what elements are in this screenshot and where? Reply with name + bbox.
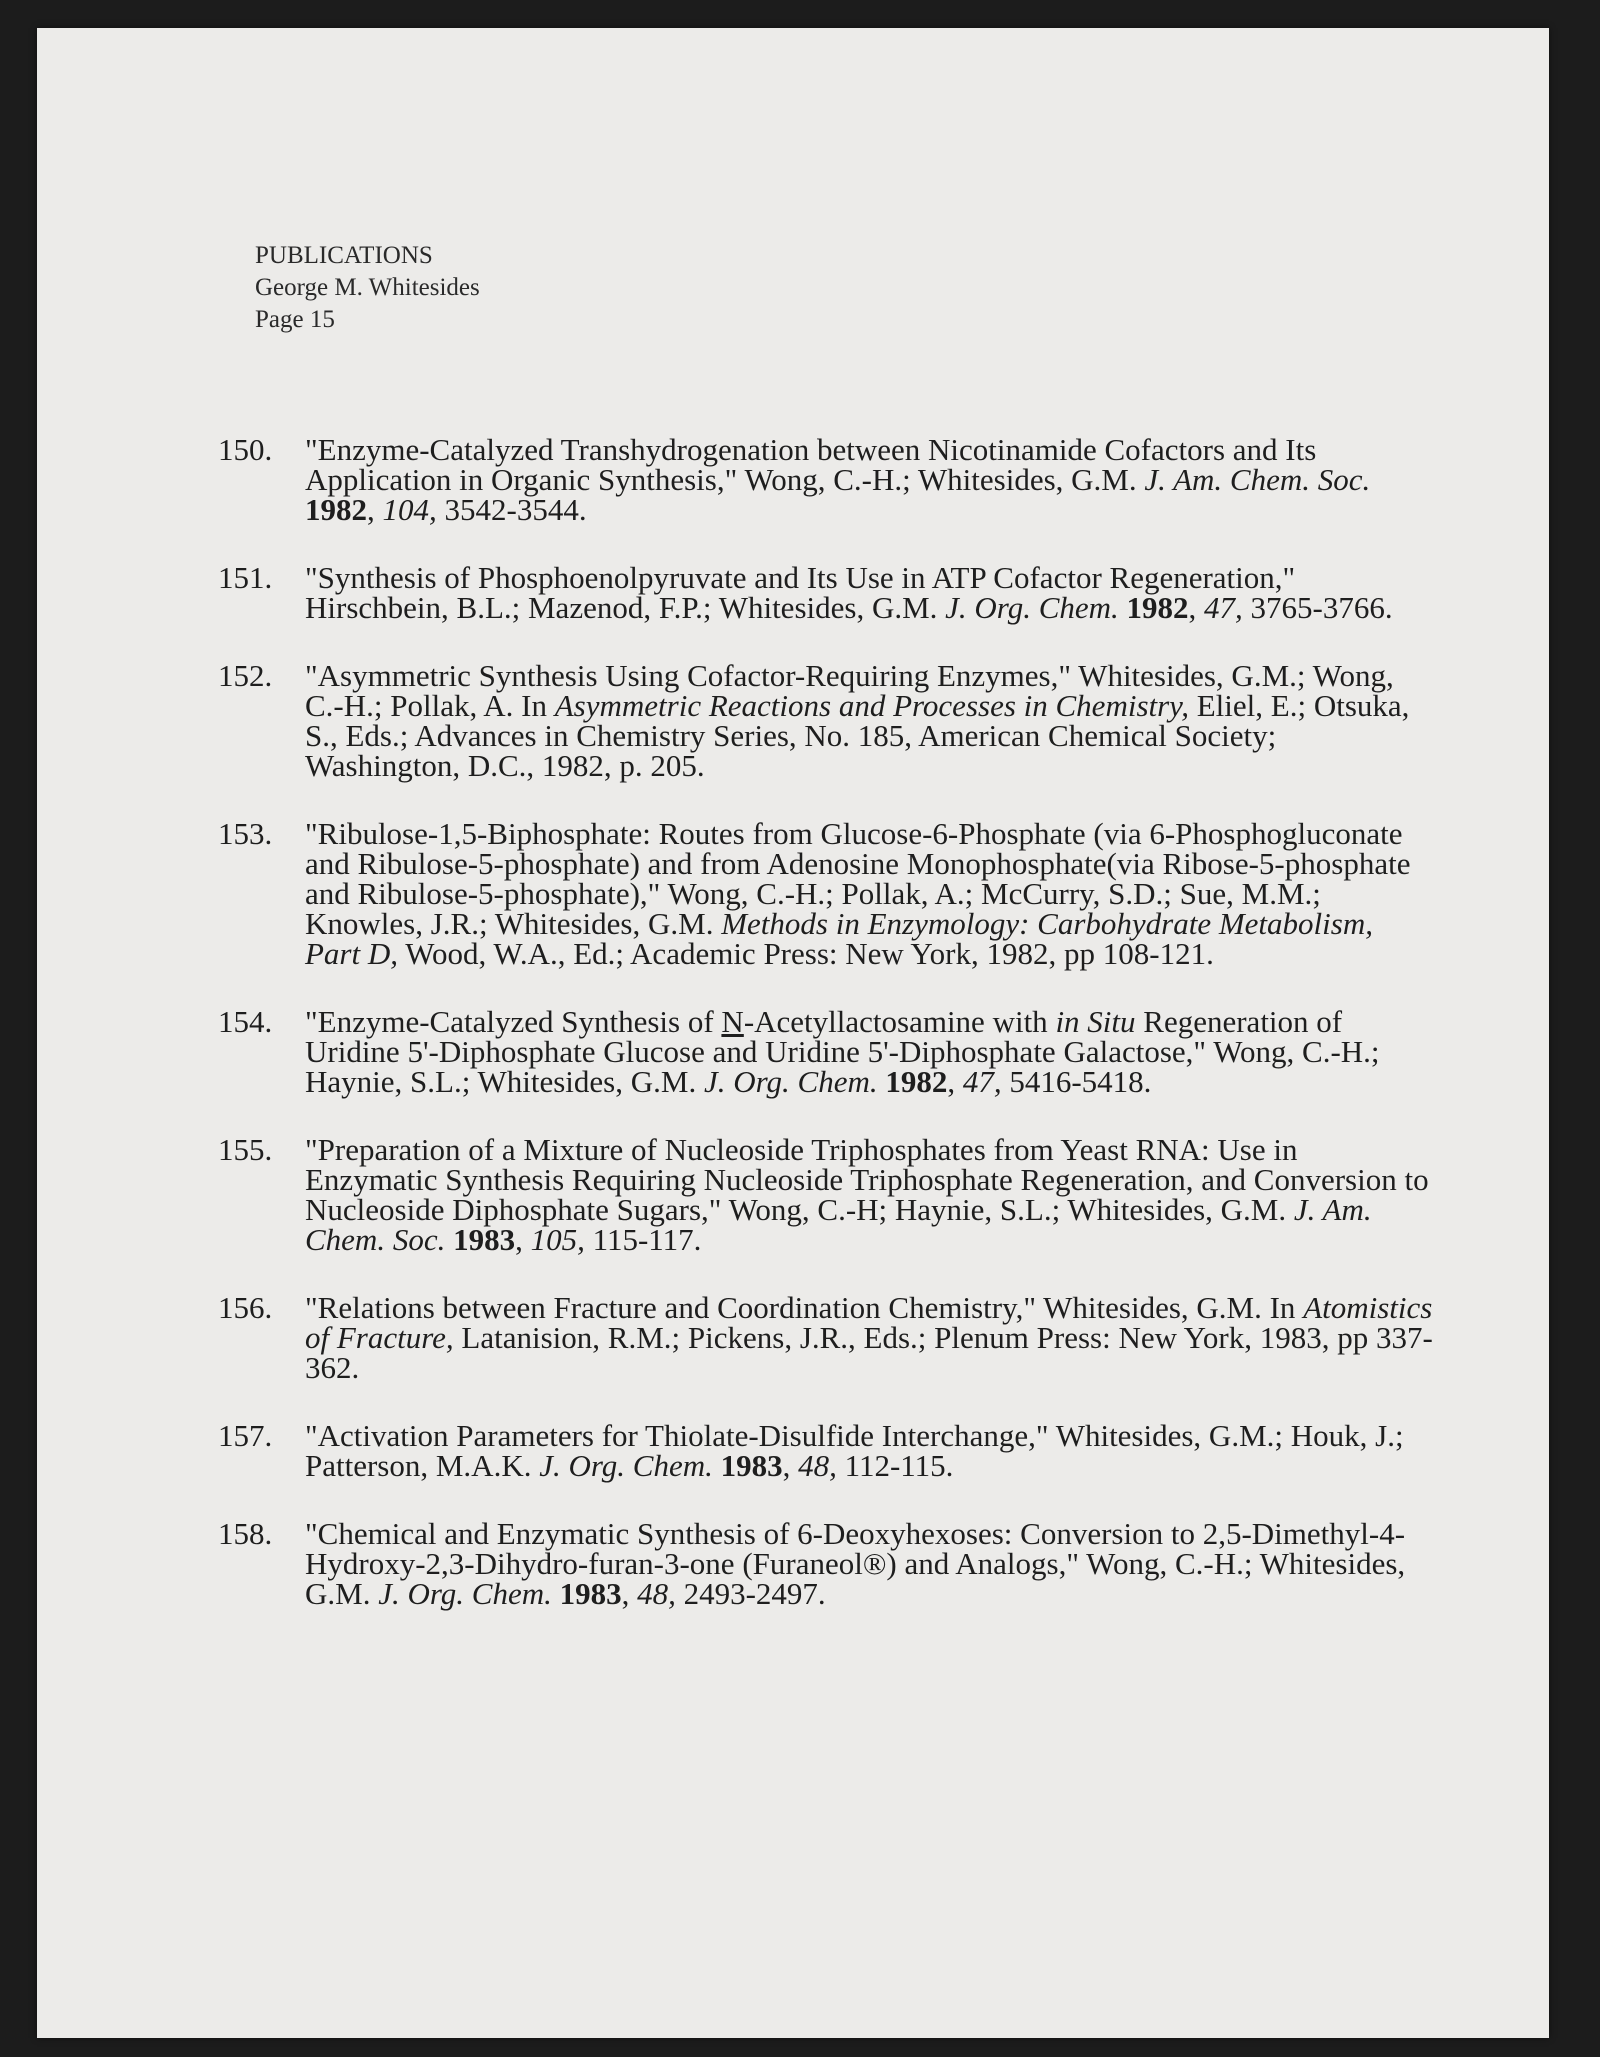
publication-citation (305, 560, 1433, 625)
citation-segment (1119, 590, 1127, 625)
citation-segment: Asymmetric Reactions and Processes in Chemistry, (554, 688, 1189, 723)
citation-segment: 1983 (720, 1448, 783, 1483)
citation-segment: 105, (530, 1222, 585, 1257)
citation-segment: Eliel, E.; Otsuka, S., Eds.; Advances in Chemistry Series, No. 185, American Chemical Society; Washington, D.C., 1982, p. 205. (305, 688, 1410, 783)
citation-segment: 48, (637, 1576, 676, 1611)
citation-segment: 2493-2497. (675, 1576, 826, 1611)
publication-citation (305, 1004, 1433, 1099)
citation-segment: "Asymmetric Synthesis Using Cofactor-Requiring Enzymes," Whitesides, G.M.; Wong, C.-H.; Pollak, A. In (305, 658, 1394, 723)
publication-citation (305, 432, 1433, 527)
publication-entry (218, 560, 1433, 625)
citation-segment: 47, (962, 1064, 1002, 1099)
citation-segment (552, 1576, 560, 1611)
citation-segment: "Preparation of a Mixture of Nucleoside Triphosphates from Yeast RNA: Use in Enzymatic Synthesis Requiring Nucleoside Triphosphate Regeneration, and Conversion to Nucleoside Diphosphate Sugars," Wong, C.-H; Haynie, S.L.; Whitesides, G.M. (305, 1132, 1429, 1227)
publication-citation (305, 658, 1433, 783)
citation-segment: 1983 (559, 1576, 622, 1611)
citation-segment: "Synthesis of Phosphoenolpyruvate and Its Use in ATP Cofactor Regeneration," Hirschbein, B.L.; Mazenod, F.P.; Whitesides, G.M. (305, 560, 1296, 625)
citation-segment: Wood, W.A., Ed.; Academic Press: New York, 1982, pp 108-121. (398, 936, 1214, 971)
citation-segment: 5416-5418. (1001, 1064, 1152, 1099)
citation-segment: J. Org. Chem. (539, 1448, 713, 1483)
publication-number: 150 . (218, 435, 272, 465)
citation-segment: , (367, 492, 383, 527)
citation-segment: "Relations between Fracture and Coordination Chemistry," Whitesides, G.M. In (305, 1290, 1304, 1325)
citation-segment: Atomistics of Fracture, (305, 1290, 1433, 1355)
publication-number: 158 . (218, 1519, 272, 1549)
citation-segment: 3542-3544. (436, 492, 587, 527)
publication-citation (305, 1290, 1433, 1385)
citation-segment: J. Am. Chem. Soc. (305, 1192, 1372, 1257)
citation-segment: 48, (798, 1448, 837, 1483)
citation-segment: J. Org. Chem. (703, 1064, 878, 1099)
publication-citation (305, 1132, 1433, 1257)
citation-segment: "Enzyme-Catalyzed Transhydrogenation between Nicotinamide Cofactors and Its Application in Organic Synthesis," Wong, C.-H.; Whitesides, G.M. (305, 432, 1317, 497)
header-section-title: PUBLICATIONS (255, 242, 433, 269)
citation-segment: 104, (382, 492, 437, 527)
publication-list (218, 432, 1433, 1647)
citation-segment: 112-115. (836, 1448, 954, 1483)
citation-segment: 115-117. (584, 1222, 702, 1257)
publication-citation (305, 816, 1433, 971)
citation-segment: , (1188, 590, 1205, 625)
citation-segment: -Acetyllactosamine with (743, 1004, 1056, 1039)
publication-entry (218, 658, 1433, 783)
publication-entry (218, 816, 1433, 971)
citation-segment: , (947, 1064, 963, 1099)
header-author: George M. Whitesides (255, 274, 480, 301)
citation-segment: in Situ (1055, 1004, 1136, 1039)
publication-entry (218, 432, 1433, 527)
citation-segment (445, 1222, 453, 1257)
publication-number: 154 . (218, 1007, 272, 1037)
publication-entry (218, 1516, 1433, 1611)
citation-segment: , (515, 1222, 531, 1257)
citation-segment (713, 1448, 721, 1483)
publication-citation (305, 1516, 1433, 1611)
citation-segment: "Enzyme-Catalyzed Synthesis of (305, 1004, 722, 1039)
citation-segment: 1983 (453, 1222, 516, 1257)
citation-segment: Regeneration of Uridine 5'-Diphosphate Glucose and Uridine 5'-Diphosphate Galactose," Wong, C.-H.; Haynie, S.L.; Whitesides, G.M. (305, 1004, 1380, 1099)
citation-segment: "Ribulose-1,5-Biphosphate: Routes from Glucose-6-Phosphate (via 6-Phosphogluconate and Ribulose-5-phosphate) and from Adenosine Monophosphate(via Ribose-5-phosphate and Ribulose-5-phosphate)," Wong, C.-H.; Pollak, A.; McCurry, S.D.; Sue, M.M.; Knowles, J.R.; Whitesides, G.M. (305, 816, 1411, 941)
citation-segment: 3765-3766. (1242, 590, 1393, 625)
citation-segment: J. Org. Chem. (945, 590, 1119, 625)
publication-number: 151 . (218, 563, 272, 593)
citation-segment: , (621, 1576, 638, 1611)
citation-segment: , (782, 1448, 799, 1483)
publication-number: 152 . (218, 661, 272, 691)
publication-number: 153 . (218, 819, 272, 849)
page-header (255, 240, 480, 336)
publication-number: 156 . (218, 1293, 272, 1323)
citation-segment: J. Org. Chem. (378, 1576, 552, 1611)
citation-segment: 1982 (885, 1064, 948, 1099)
header-page-number: Page 15 (255, 306, 335, 333)
publication-citation (305, 1418, 1433, 1483)
publication-entry (218, 1132, 1433, 1257)
publication-entry (218, 1290, 1433, 1385)
publication-entry (218, 1004, 1433, 1099)
citation-segment: "Activation Parameters for Thiolate-Disulfide Interchange," Whitesides, G.M.; Houk, J.; Patterson, M.A.K. (305, 1418, 1404, 1483)
citation-segment: J. Am. Chem. Soc. (1144, 462, 1371, 497)
citation-segment: "Chemical and Enzymatic Synthesis of 6-Deoxyhexoses: Conversion to 2,5-Dimethyl-4-Hydroxy-2,3-Dihydro-furan-3-one (Furaneol®) and Analogs," Wong, C.-H.; Whitesides, G.M. (305, 1516, 1406, 1611)
publication-number: 157 . (218, 1421, 272, 1451)
citation-segment: Methods in Enzymology: Carbohydrate Metabolism, Part D, (305, 906, 1373, 971)
citation-segment: 47, (1204, 590, 1243, 625)
publication-entry (218, 1418, 1433, 1483)
citation-segment: 1982 (305, 492, 367, 527)
citation-segment: N (721, 1004, 744, 1039)
citation-segment: 1982 (1126, 590, 1189, 625)
citation-segment: Latanision, R.M.; Pickens, J.R., Eds.; Plenum Press: New York, 1983, pp 337-362. (305, 1320, 1433, 1385)
publication-number: 155 . (218, 1135, 272, 1165)
